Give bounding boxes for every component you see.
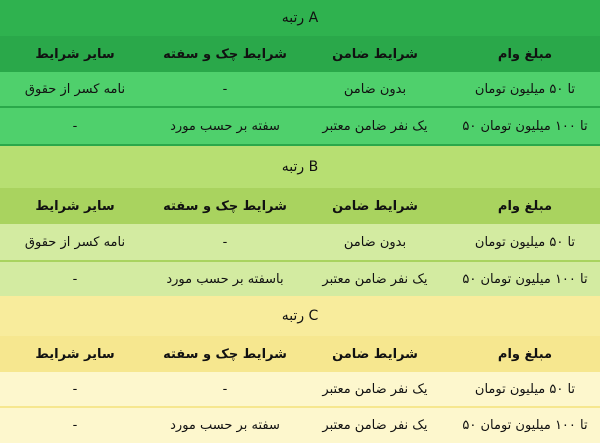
loan-amount-cell: تا ۵۰ میلیون تومان [474, 81, 576, 97]
header-other: سایر شرایط [35, 346, 115, 362]
other-cell: - [72, 381, 78, 397]
guarantor-cell: بدون ضامن [343, 81, 407, 97]
cheque-cell: سفته بر حسب مورد [170, 118, 280, 134]
header-loan-amount: مبلغ وام [497, 198, 553, 214]
section-title: رتبه C [0, 296, 600, 336]
guarantor-cell: یک نفر ضامن معتبر [322, 418, 428, 433]
header-guarantor: شرایط ضامن [332, 198, 418, 214]
loan-amount-cell: تا ۵۰ میلیون تومان [474, 381, 576, 397]
header-row [0, 336, 600, 372]
other-cell: - [72, 418, 78, 433]
header-guarantor: شرایط ضامن [332, 346, 418, 362]
header-row [0, 36, 600, 72]
loan-amount-cell: ۵۰ تا ۱۰۰ میلیون تومان [462, 271, 588, 287]
rank-b-section [0, 146, 600, 296]
cheque-cell: - [222, 381, 228, 397]
table-row [0, 224, 600, 260]
other-cell: نامه کسر از حقوق [24, 81, 126, 97]
header-guarantor: شرایط ضامن [332, 46, 418, 62]
other-cell: نامه کسر از حقوق [24, 234, 126, 250]
table-row [0, 262, 600, 296]
guarantor-cell: یک نفر ضامن معتبر [322, 381, 428, 397]
other-cell: - [72, 271, 78, 287]
section-title: رتبه B [0, 146, 600, 188]
header-other: سایر شرایط [35, 46, 115, 62]
cheque-cell: - [222, 234, 228, 250]
header-loan-amount: مبلغ وام [497, 46, 553, 62]
guarantor-cell: یک نفر ضامن معتبر [322, 118, 428, 134]
guarantor-cell: بدون ضامن [343, 234, 407, 250]
header-loan-amount: مبلغ وام [497, 346, 553, 362]
cheque-cell: سفته بر حسب مورد [170, 418, 280, 433]
header-other: سایر شرایط [35, 198, 115, 214]
header-cheque: شرایط چک و سفته [163, 346, 287, 362]
rank-c-section [0, 296, 600, 443]
table-row [0, 372, 600, 406]
cheque-cell: باسفته بر حسب مورد [166, 271, 284, 287]
section-title: رتبه A [0, 0, 600, 36]
rank-a-section [0, 0, 600, 146]
loan-amount-cell: تا ۵۰ میلیون تومان [474, 234, 576, 250]
table-row [0, 408, 600, 443]
cheque-cell: - [222, 81, 228, 97]
header-cheque: شرایط چک و سفته [163, 46, 287, 62]
table-row [0, 72, 600, 106]
guarantor-cell: یک نفر ضامن معتبر [322, 271, 428, 287]
loan-amount-cell: ۵۰ تا ۱۰۰ میلیون تومان [462, 418, 588, 433]
loan-amount-cell: ۵۰ تا ۱۰۰ میلیون تومان [462, 118, 588, 134]
table-row [0, 108, 600, 144]
header-cheque: شرایط چک و سفته [163, 198, 287, 214]
header-row [0, 188, 600, 224]
other-cell: - [72, 118, 78, 134]
